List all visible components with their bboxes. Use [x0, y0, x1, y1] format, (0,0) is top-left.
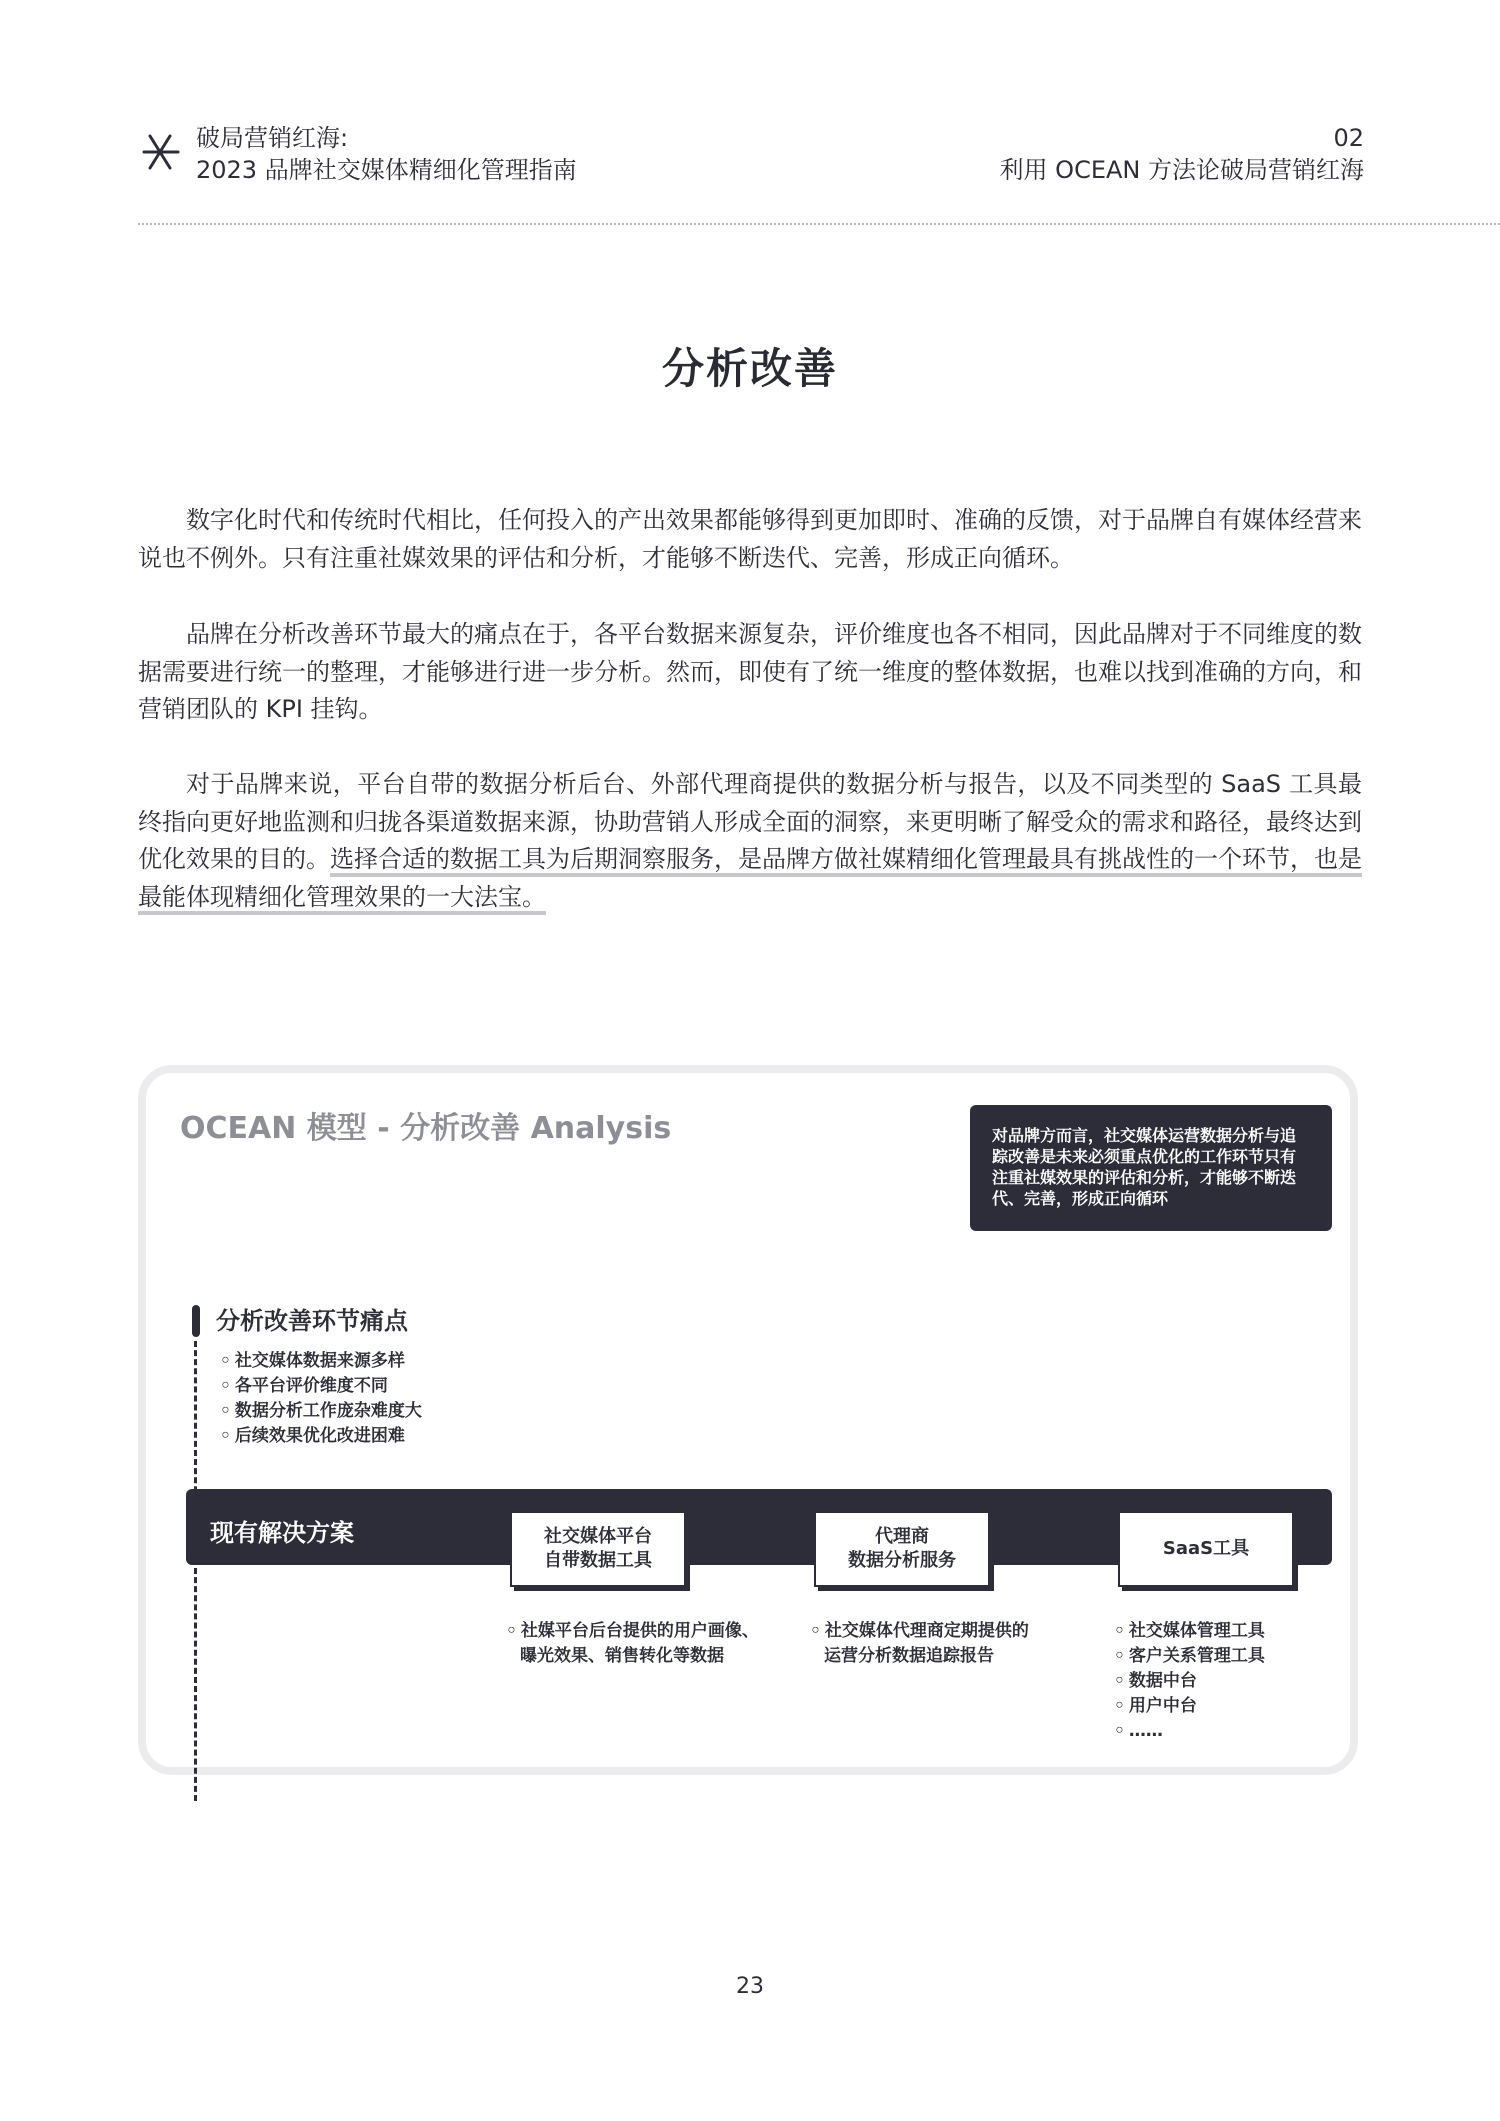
solutions-title: 现有解决方案	[210, 1519, 354, 1547]
solution-detail-item: ◦ ……	[1114, 1719, 1314, 1744]
page-title: 分析改善	[661, 344, 838, 394]
chapter-number: 02	[1333, 124, 1364, 152]
paragraph-3-highlight: 选择合适的数据工具为后期洞察服务，是品牌方做社媒精细化管理最具有挑战性的一个环节，也是最能体现精细化管理效果的一大法宝。	[138, 845, 1362, 915]
solution-detail-item: ◦ 社交媒体管理工具	[1114, 1619, 1314, 1644]
solution-box-agency-services	[814, 1511, 990, 1587]
chapter-header	[1000, 122, 1364, 186]
pain-points-list	[220, 1349, 422, 1449]
diagram-title: OCEAN 模型 - 分析改善 Analysis	[180, 1111, 672, 1146]
diagram-note: 对品牌方而言，社交媒体运营数据分析与追踪改善是未来必须重点优化的工作环节只有注重社媒效果的评估和分析，才能够不断迭代、完善，形成正向循环	[970, 1105, 1332, 1231]
solution-detail-item: ◦ 客户关系管理工具	[1114, 1644, 1314, 1669]
solution-detail-item: ◦ 社交媒体代理商定期提供的	[810, 1619, 1090, 1644]
pain-point-item: ◦ 后续效果优化改进困难	[220, 1424, 422, 1449]
solution-box-saas-tools	[1118, 1511, 1294, 1587]
solution-box-line: 自带数据工具	[544, 1550, 652, 1571]
solution-detail-item: 运营分析数据追踪报告	[824, 1646, 994, 1666]
solution-box-line: SaaS工具	[1162, 1538, 1250, 1559]
paragraph-2: 品牌在分析改善环节最大的痛点在于，各平台数据来源复杂，评价维度也各不相同，因此品牌对于不同维度的数据需要进行统一的整理，才能够进行进一步分析。然而，即使有了统一维度的整体数据，也难以找到准确的方向，和营销团队的 KPI 挂钩。	[138, 620, 1362, 723]
header-divider	[138, 223, 1500, 225]
paragraph-3	[138, 766, 1362, 916]
solution-detail-item: ◦ 用户中台	[1114, 1694, 1314, 1719]
solution-details-agency	[810, 1619, 1090, 1669]
pain-point-item: ◦ 社交媒体数据来源多样	[220, 1349, 422, 1374]
solution-box-platform-tools	[510, 1511, 686, 1587]
paragraph-3-text: 对于品牌来说，平台自带的数据分析后台、外部代理商提供的数据分析与报告，以及不同类型的 SaaS 工具最终指向更好地监测和归拢各渠道数据来源，协助营销人形成全面的洞察，来更明晰了解受众的需求和路径，最终达到优化效果的目的。	[138, 770, 1362, 873]
solution-detail-item: 曝光效果、销售转化等数据	[520, 1646, 724, 1666]
pain-points-marker	[192, 1305, 200, 1337]
pain-point-item: ◦ 数据分析工作庞杂难度大	[220, 1399, 422, 1424]
pain-points-title: 分析改善环节痛点	[216, 1307, 408, 1335]
page-number: 23	[736, 1974, 764, 1999]
solution-detail-item: ◦ 数据中台	[1114, 1669, 1314, 1694]
solution-box-line: 代理商	[875, 1526, 929, 1547]
solution-detail-item: ◦ 社媒平台后台提供的用户画像、	[506, 1619, 786, 1644]
chapter-title: 利用 OCEAN 方法论破局营销红海	[999, 156, 1364, 184]
timeline-dashed-line	[194, 1341, 197, 1801]
solution-box-line: 社交媒体平台	[544, 1526, 652, 1547]
solution-box-line: 数据分析服务	[848, 1550, 956, 1571]
document-title	[196, 122, 577, 186]
asterisk-logo-icon	[138, 130, 182, 174]
document-title-line1: 破局营销红海:	[196, 124, 349, 152]
solution-details-saas	[1114, 1619, 1314, 1744]
document-title-line2: 2023 品牌社交媒体精细化管理指南	[196, 156, 577, 184]
pain-point-item: ◦ 各平台评价维度不同	[220, 1374, 422, 1399]
ocean-model-diagram	[138, 1065, 1358, 1775]
solution-details-platform	[506, 1619, 786, 1669]
paragraph-1: 数字化时代和传统时代相比，任何投入的产出效果都能够得到更加即时、准确的反馈，对于品牌自有媒体经营来说也不例外。只有注重社媒效果的评估和分析，才能够不断迭代、完善，形成正向循环。	[138, 506, 1362, 572]
